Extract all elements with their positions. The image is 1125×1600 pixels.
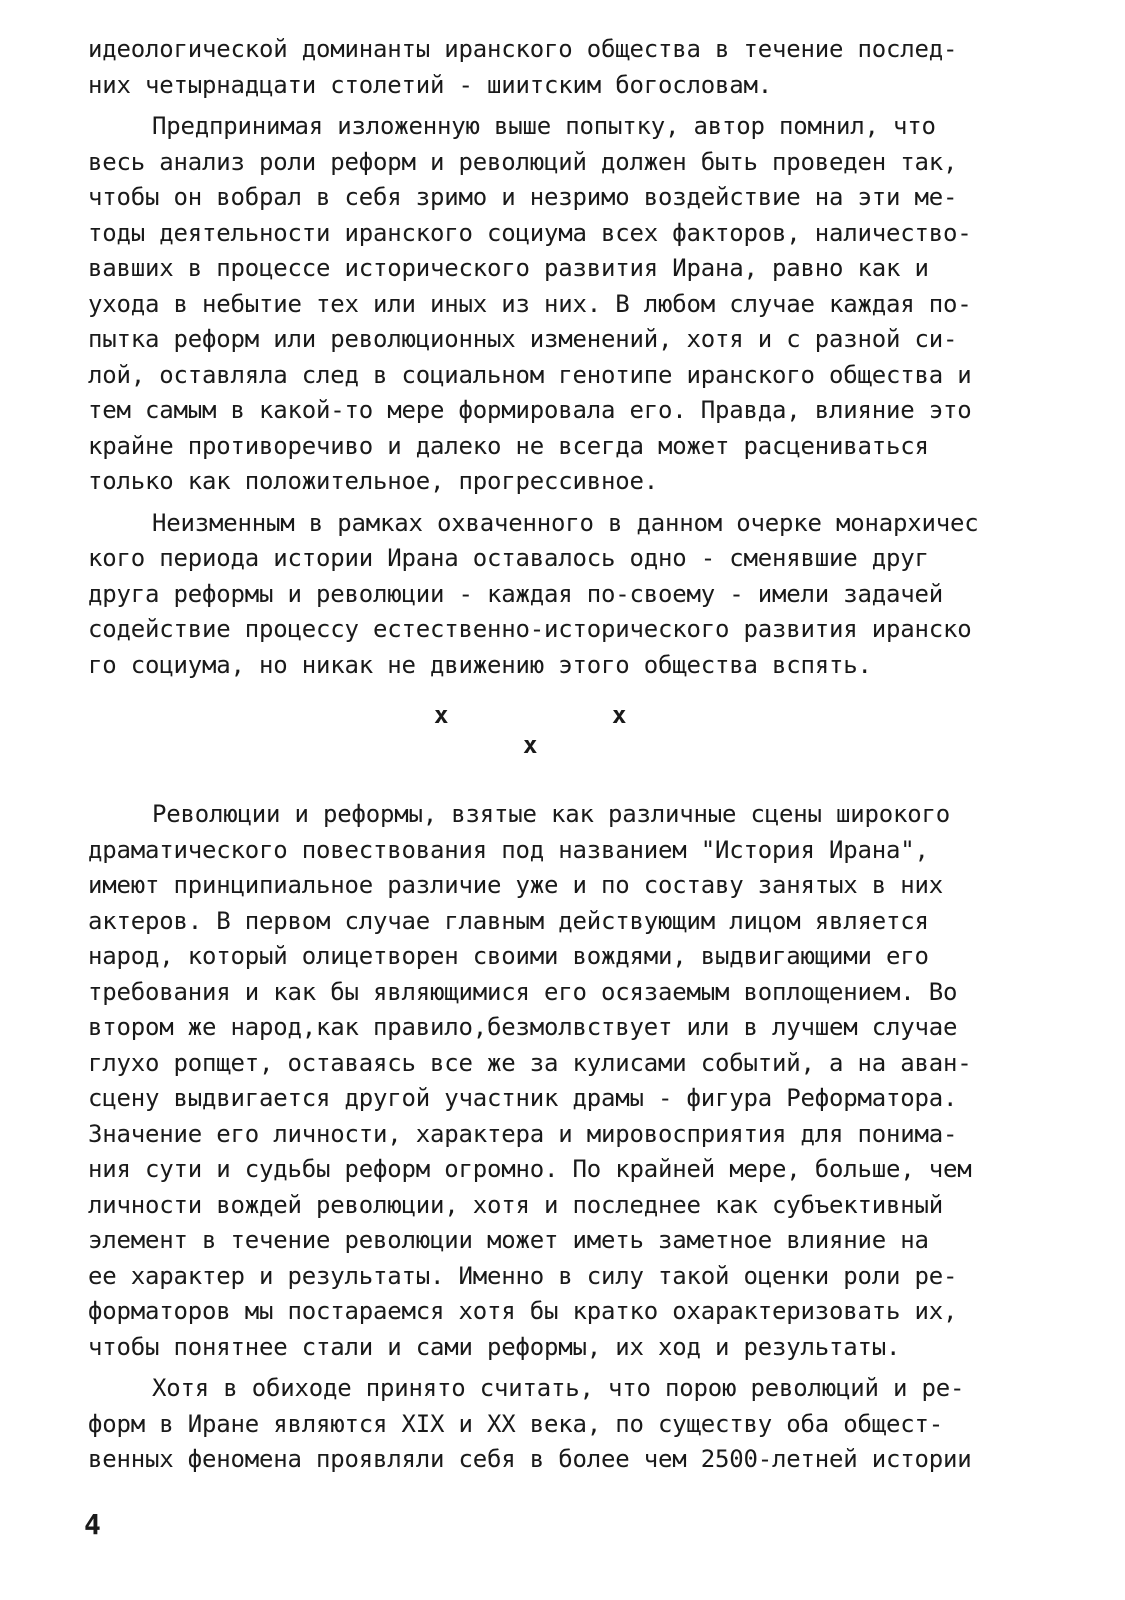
text-line: Хотя в обиходе принято считать, что порою революций и ре- (152, 1374, 965, 1402)
paragraph (88, 506, 1038, 684)
text-line: чтобы понятнее стали и сами реформы, их ход и результаты. (88, 1332, 901, 1361)
text-line: вавших в процессе исторического развития Ирана, равно как и (88, 254, 929, 282)
text-line: форматоров мы постараемся хотя бы кратко охарактеризовать их, (88, 1297, 958, 1325)
paragraph (88, 1371, 1038, 1478)
text-line: Революции и реформы, взятые как различные сцены широкого (152, 800, 950, 828)
text-line: Значение его личности, характера и мировосприятия для понима- (88, 1119, 958, 1148)
text-line: чтобы он вобрал в себя зримо и незримо воздействие на эти ме- (88, 183, 958, 211)
page-body (88, 32, 1038, 1478)
text-line: только как положительное, прогрессивное. (88, 467, 658, 495)
text-line: Неизменным в рамках охваченного в данном очерке монархичес (152, 508, 979, 537)
paragraph (88, 109, 1038, 500)
text-line: венных феномена проявляли себя в более чем 2500-летней истории (88, 1445, 972, 1473)
text-line: кого периода истории Ирана оставалось одно - сменявшие друг (88, 544, 929, 572)
text-line: глухо ропщет, оставаясь все же за кулисами событий, а на аван- (88, 1048, 972, 1077)
text-line: весь анализ роли реформ и революций должен быть проведен так, (88, 147, 958, 176)
text-line: форм в Иране являются XIX и XX века, по существу оба общест- (88, 1409, 943, 1438)
text-line: втором же народ,как правило,безмолвствует или в лучшем случае (88, 1013, 958, 1041)
paragraph (88, 32, 1038, 103)
text-section-after-separator (88, 797, 1038, 1478)
text-line: содействие процессу естественно-исторического развития иранско (88, 615, 972, 643)
text-line: друга реформы и революции - каждая по-своему - имели задачей (88, 579, 943, 608)
text-line: го социума, но никак не движению этого общества вспять. (88, 650, 872, 679)
text-line: ния сути и судьбы реформ огромно. По крайней мере, больше, чем (88, 1155, 972, 1183)
text-line: тоды деятельности иранского социума всех факторов, наличество- (88, 218, 972, 247)
paragraph (88, 797, 1038, 1365)
separator-mark-bottom: x (523, 731, 538, 759)
text-line: сцену выдвигается другой участник драмы - фигура Реформатора. (88, 1084, 958, 1112)
text-line: крайне противоречиво и далеко не всегда может расцениваться (88, 431, 929, 460)
separator-mark-right: x (612, 701, 627, 729)
text-line: имеют принципиальное различие уже и по составу занятых в них (88, 871, 943, 899)
text-line: пытка реформ или революционных изменений, хотя и с разной си- (88, 325, 958, 353)
text-line: элемент в течение революции может иметь заметное влияние на (88, 1226, 929, 1254)
text-line: тем самым в какой-то мере формировала его. Правда, влияние это (88, 396, 972, 424)
text-line: ухода в небытие тех или иных из них. В любом случае каждая по- (88, 289, 972, 318)
section-separator (88, 701, 1038, 771)
text-line: Предпринимая изложенную выше попытку, автор помнил, что (152, 112, 936, 140)
page-number: 4 (84, 1508, 101, 1541)
text-line: актеров. В первом случае главным действующим лицом является (88, 906, 929, 935)
text-line: народ, который олицетворен своими вождями, выдвигающими его (88, 942, 929, 970)
text-line: ее характер и результаты. Именно в силу такой оценки роли ре- (88, 1261, 958, 1290)
text-line: драматического повествования под названием "История Ирана", (88, 835, 929, 864)
separator-mark-left: x (434, 701, 449, 729)
text-line: них четырнадцати столетий - шиитским богословам. (88, 70, 772, 99)
text-line: личности вождей революции, хотя и последнее как субъективный (88, 1190, 943, 1219)
text-section-before-separator (88, 32, 1038, 683)
text-line: требования и как бы являющимися его осязаемым воплощением. Во (88, 977, 958, 1006)
text-line: идеологической доминанты иранского общества в течение послед- (88, 35, 958, 63)
text-line: лой, оставляла след в социальном генотипе иранского общества и (88, 360, 972, 389)
